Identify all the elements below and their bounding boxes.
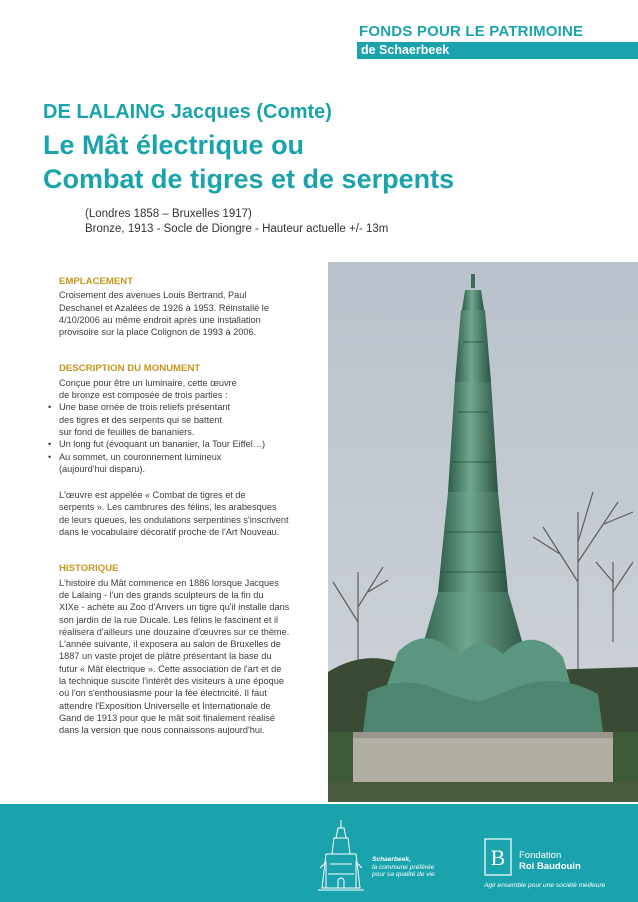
slogan-line: Schaerbeek, bbox=[372, 856, 411, 863]
stone-plinth bbox=[353, 732, 613, 782]
bullet-line: • Un long fut (évoquant un bananier, la Tour Eiffel…) bbox=[59, 439, 265, 450]
description-intro-line: de bronze est composée de trois parties : bbox=[59, 390, 228, 401]
artist-name: DE LALAING Jacques (Comte) bbox=[43, 101, 332, 123]
historique-line: son jardin de la rue Ducale. Les félins le fascinent et il bbox=[59, 614, 279, 625]
historique-line: la technique suscite l'intérêt des visiteurs à une époque bbox=[59, 676, 284, 687]
material-info: Bronze, 1913 - Socle de Diongre - Hauteur actuelle +/- 13m bbox=[85, 222, 389, 235]
schaerbeek-townhall-logo bbox=[316, 818, 366, 892]
historique-line: réalisera d'ailleurs une douzaine d'œuvres sur ce thème. bbox=[59, 626, 290, 637]
historique-line: attendre l'Exposition Universelle et Internationale de bbox=[59, 700, 271, 711]
slogan-line: pour sa qualité de vie bbox=[372, 871, 435, 879]
section-heading-historique: HISTORIQUE bbox=[59, 563, 119, 575]
emplacement-line: Deschanel et Azalées de 1926 à 1953. Réinstallé le bbox=[59, 302, 269, 313]
bullet-line: • Au sommet, un couronnement lumineux bbox=[59, 451, 222, 462]
description-para-line: de leurs queues, les ondulations serpentines s'inscrivent bbox=[59, 514, 289, 525]
emplacement-line: provisoire sur la place Colignon de 1993 à 2006. bbox=[59, 327, 257, 338]
monument-photo bbox=[328, 262, 638, 802]
artwork-title-line-1: Le Mât électrique ou bbox=[43, 130, 305, 160]
bullet-line: des tigres et des serpents qui se battent bbox=[59, 414, 222, 425]
artwork-details bbox=[85, 207, 388, 236]
historique-line: 1887 un vaste projet de plâtre présentant la base du bbox=[59, 651, 272, 662]
fondation-name-line: Roi Baudouin bbox=[519, 861, 581, 872]
historique-line: de Lalaing - l'un des grands sculpteurs de la fin du bbox=[59, 589, 264, 600]
bullet-line: (aujourd'hui disparu). bbox=[59, 463, 146, 474]
historique-line: dans la version que nous connaissons aujourd'hui. bbox=[59, 725, 265, 736]
description-intro-line: Conçue pour être un luminaire, cette œuvre bbox=[59, 377, 237, 388]
slogan-line: la commune préférée bbox=[372, 863, 435, 871]
schaerbeek-slogan bbox=[372, 856, 435, 879]
historique-line: L'histoire du Mât commence en 1886 lorsque Jacques bbox=[59, 577, 279, 588]
historique-line: L'année suivante, il exposera au salon de Bruxelles de bbox=[59, 639, 281, 650]
bullet-item bbox=[59, 451, 314, 476]
description-para-line: dans le vocabulaire décoratif proche de l'Art Nouveau. bbox=[59, 527, 280, 538]
section-heading-description: DESCRIPTION DU MONUMENT bbox=[59, 363, 201, 375]
description-bullets bbox=[59, 401, 314, 475]
emplacement-line: 4/10/2006 au même endroit après une installation bbox=[59, 314, 261, 325]
bullet-line: • Une base ornée de trois reliefs présentant bbox=[59, 402, 231, 413]
artwork-title bbox=[43, 128, 454, 196]
emplacement-line: Croisement des avenues Louis Bertrand, Paul bbox=[59, 290, 247, 301]
bullet-item bbox=[59, 401, 314, 438]
historique-line: futur « Mât électrique ». Cette association de l'art et de bbox=[59, 663, 282, 674]
description-para-line: serpents ». Les cambrures des félins, les arabesques bbox=[59, 502, 277, 513]
fund-header bbox=[357, 22, 638, 59]
text-column bbox=[59, 276, 314, 737]
fund-title: FONDS POUR LE PATRIMOINE bbox=[359, 23, 584, 40]
historique-line: où l'on s'enthousiasme pour la fée électricité. Il faut bbox=[59, 688, 267, 699]
fund-subtitle-band: de Schaerbeek bbox=[357, 42, 638, 59]
bullet-line: sur fond de feuilles de bananiers. bbox=[59, 426, 195, 437]
bullet-item bbox=[59, 438, 314, 450]
fondation-name-line: Fondation bbox=[519, 850, 562, 861]
description-para-line: L'œuvre est appelée « Combat de tigres et de bbox=[59, 490, 246, 501]
artist-dates: (Londres 1858 – Bruxelles 1917) bbox=[85, 208, 252, 220]
historique-line: XIXe - achète au Zoo d'Anvers un tigre qu'il installe dans bbox=[59, 602, 290, 613]
artwork-title-line-2: Combat de tigres et de serpents bbox=[43, 164, 455, 194]
section-heading-emplacement: EMPLACEMENT bbox=[59, 276, 134, 287]
historique-line: Gand de 1913 pour que le mât soit finalement réalisé bbox=[59, 712, 276, 723]
kbs-logo-letter: B bbox=[490, 845, 506, 870]
fondation-tagline: Agir ensemble pour une société meilleure bbox=[484, 882, 606, 889]
fondation-name bbox=[519, 850, 581, 872]
fondation-roi-baudouin-logo bbox=[484, 838, 512, 876]
